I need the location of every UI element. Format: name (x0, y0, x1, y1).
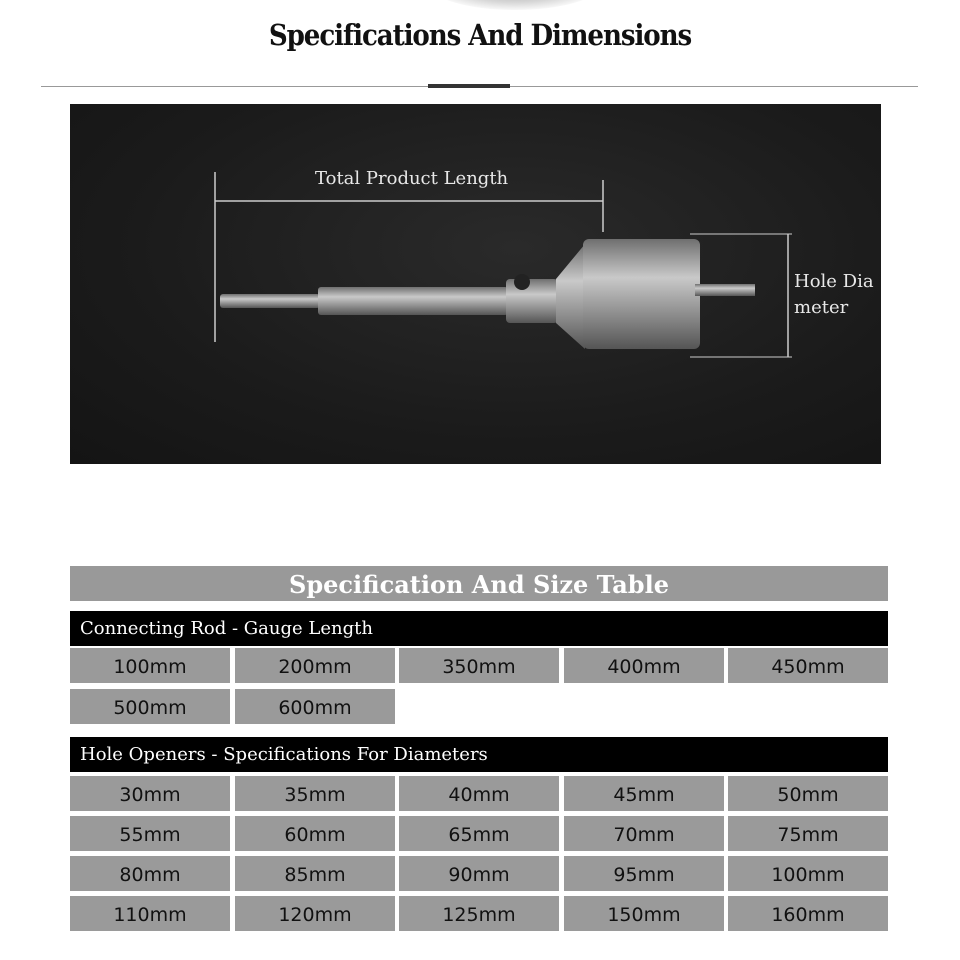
hole-diameter-label-line1: Hole Dia (794, 271, 874, 292)
hole-diameter-label-line2: meter (794, 297, 849, 318)
decorative-glow (430, 0, 600, 10)
hole-diameter-cell: 75mm (728, 816, 888, 851)
rod-length-cell: 100mm (70, 648, 230, 683)
hole-diameter-cell: 80mm (70, 856, 230, 891)
size-table-title: Specification And Size Table (70, 566, 888, 601)
hole-diameter-cell: 120mm (235, 896, 395, 931)
core-drill-bit-illustration (70, 104, 881, 464)
rod-length-cell: 350mm (399, 648, 559, 683)
rod-length-cell: 400mm (564, 648, 724, 683)
page-title: Specifications And Dimensions (268, 18, 692, 52)
hole-diameter-cell: 90mm (399, 856, 559, 891)
hole-diameter-heading: Hole Openers - Specifications For Diameters (70, 737, 888, 772)
rod-length-cell: 500mm (70, 689, 230, 724)
rod-length-cell: 200mm (235, 648, 395, 683)
total-length-label: Total Product Length (315, 168, 509, 189)
rod-length-heading: Connecting Rod - Gauge Length (70, 611, 888, 646)
rod-length-cell: 600mm (235, 689, 395, 724)
hole-diameter-cell: 45mm (564, 776, 724, 811)
hole-diameter-cell: 70mm (564, 816, 724, 851)
hole-diameter-cell: 125mm (399, 896, 559, 931)
hole-diameter-cell: 60mm (235, 816, 395, 851)
hole-diameter-cell: 95mm (564, 856, 724, 891)
hole-diameter-cell: 40mm (399, 776, 559, 811)
hole-diameter-cell: 50mm (728, 776, 888, 811)
rod-length-cell: 450mm (728, 648, 888, 683)
hole-diameter-cell: 85mm (235, 856, 395, 891)
divider-accent (428, 84, 510, 88)
hole-diameter-cell: 35mm (235, 776, 395, 811)
hole-diameter-cell: 55mm (70, 816, 230, 851)
hole-diameter-cell: 30mm (70, 776, 230, 811)
hole-diameter-cell: 100mm (728, 856, 888, 891)
hole-diameter-cell: 150mm (564, 896, 724, 931)
hole-diameter-cell: 110mm (70, 896, 230, 931)
product-photo (70, 104, 881, 464)
hole-diameter-cell: 65mm (399, 816, 559, 851)
hole-diameter-cell: 160mm (728, 896, 888, 931)
